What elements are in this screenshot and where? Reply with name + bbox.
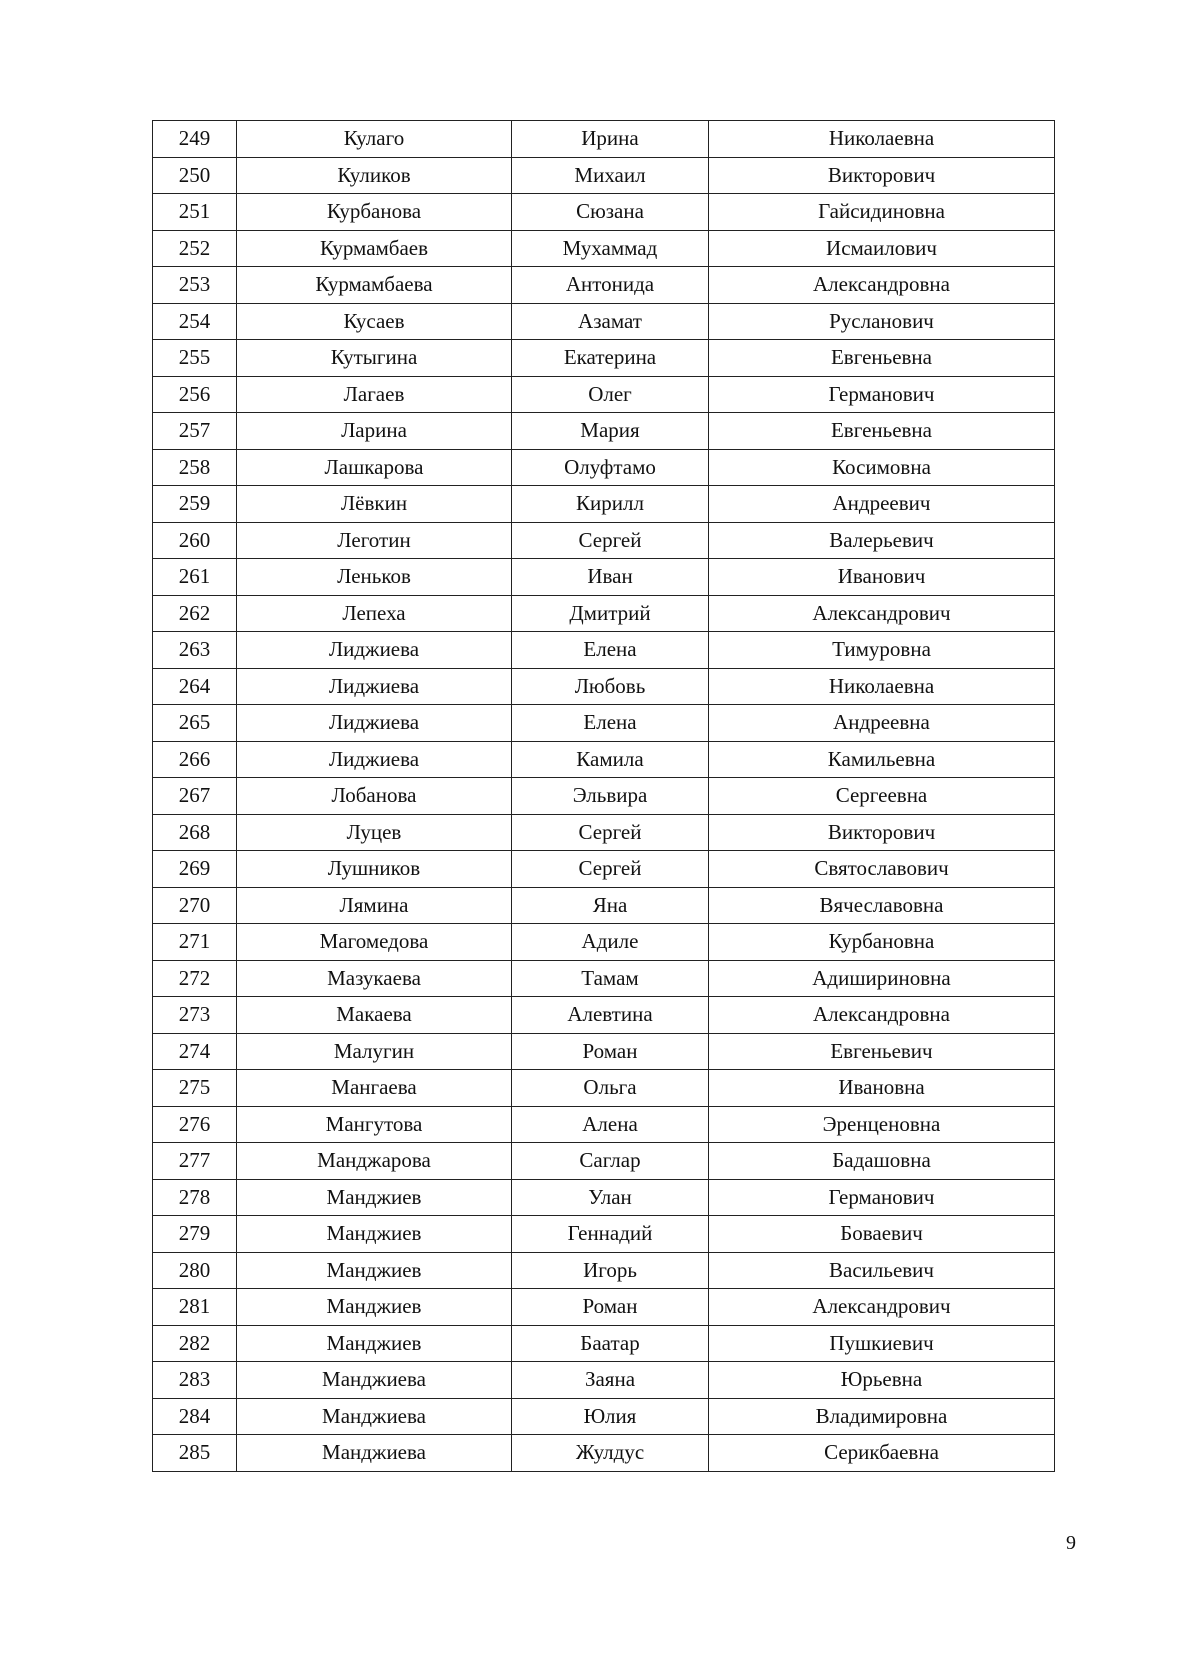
first-name-cell: Саглар: [512, 1143, 709, 1180]
first-name-cell: Мария: [512, 413, 709, 450]
row-number-cell: 281: [153, 1289, 237, 1326]
table-row: [153, 1033, 1055, 1070]
patronymic-cell: Евгеньевна: [709, 340, 1055, 377]
row-number-cell: 283: [153, 1362, 237, 1399]
last-name-cell: Малугин: [237, 1033, 512, 1070]
patronymic-cell: Германович: [709, 376, 1055, 413]
table-row: [153, 121, 1055, 158]
patronymic-cell: Александрович: [709, 595, 1055, 632]
row-number-cell: 262: [153, 595, 237, 632]
name-list-body: [153, 121, 1055, 1472]
table-row: [153, 340, 1055, 377]
first-name-cell: Сергей: [512, 522, 709, 559]
first-name-cell: Михаил: [512, 157, 709, 194]
row-number-cell: 274: [153, 1033, 237, 1070]
table-row: [153, 1179, 1055, 1216]
table-row: [153, 522, 1055, 559]
last-name-cell: Лиджиева: [237, 632, 512, 669]
patronymic-cell: Иванович: [709, 559, 1055, 596]
row-number-cell: 284: [153, 1398, 237, 1435]
first-name-cell: Юлия: [512, 1398, 709, 1435]
patronymic-cell: Русланович: [709, 303, 1055, 340]
last-name-cell: Мангутова: [237, 1106, 512, 1143]
patronymic-cell: Германович: [709, 1179, 1055, 1216]
patronymic-cell: Сергеевна: [709, 778, 1055, 815]
first-name-cell: Сергей: [512, 814, 709, 851]
patronymic-cell: Гайсидиновна: [709, 194, 1055, 231]
table-row: [153, 997, 1055, 1034]
patronymic-cell: Викторович: [709, 157, 1055, 194]
row-number-cell: 256: [153, 376, 237, 413]
first-name-cell: Алевтина: [512, 997, 709, 1034]
first-name-cell: Антонида: [512, 267, 709, 304]
table-row: [153, 960, 1055, 997]
row-number-cell: 253: [153, 267, 237, 304]
table-row: [153, 1289, 1055, 1326]
row-number-cell: 268: [153, 814, 237, 851]
first-name-cell: Ольга: [512, 1070, 709, 1107]
patronymic-cell: Викторович: [709, 814, 1055, 851]
last-name-cell: Леготин: [237, 522, 512, 559]
table-row: [153, 814, 1055, 851]
patronymic-cell: Александровна: [709, 267, 1055, 304]
patronymic-cell: Камильевна: [709, 741, 1055, 778]
first-name-cell: Мухаммад: [512, 230, 709, 267]
table-row: [153, 1252, 1055, 1289]
first-name-cell: Роман: [512, 1033, 709, 1070]
first-name-cell: Геннадий: [512, 1216, 709, 1253]
last-name-cell: Манджиева: [237, 1398, 512, 1435]
patronymic-cell: Вячеславовна: [709, 887, 1055, 924]
table-row: [153, 887, 1055, 924]
first-name-cell: Олуфтамо: [512, 449, 709, 486]
first-name-cell: Олег: [512, 376, 709, 413]
row-number-cell: 279: [153, 1216, 237, 1253]
page-number: 9: [1066, 1532, 1076, 1554]
first-name-cell: Адиле: [512, 924, 709, 961]
table-row: [153, 851, 1055, 888]
row-number-cell: 265: [153, 705, 237, 742]
patronymic-cell: Николаевна: [709, 668, 1055, 705]
last-name-cell: Лушников: [237, 851, 512, 888]
row-number-cell: 260: [153, 522, 237, 559]
last-name-cell: Магомедова: [237, 924, 512, 961]
first-name-cell: Роман: [512, 1289, 709, 1326]
first-name-cell: Яна: [512, 887, 709, 924]
row-number-cell: 258: [153, 449, 237, 486]
patronymic-cell: Андреевна: [709, 705, 1055, 742]
patronymic-cell: Валерьевич: [709, 522, 1055, 559]
first-name-cell: Тамам: [512, 960, 709, 997]
last-name-cell: Кусаев: [237, 303, 512, 340]
table-row: [153, 267, 1055, 304]
patronymic-cell: Александрович: [709, 1289, 1055, 1326]
patronymic-cell: Юрьевна: [709, 1362, 1055, 1399]
first-name-cell: Камила: [512, 741, 709, 778]
patronymic-cell: Александровна: [709, 997, 1055, 1034]
row-number-cell: 267: [153, 778, 237, 815]
row-number-cell: 249: [153, 121, 237, 158]
last-name-cell: Мазукаева: [237, 960, 512, 997]
last-name-cell: Куликов: [237, 157, 512, 194]
last-name-cell: Лиджиева: [237, 705, 512, 742]
last-name-cell: Лобанова: [237, 778, 512, 815]
patronymic-cell: Пушкиевич: [709, 1325, 1055, 1362]
row-number-cell: 275: [153, 1070, 237, 1107]
table-row: [153, 303, 1055, 340]
table-row: [153, 449, 1055, 486]
patronymic-cell: Владимировна: [709, 1398, 1055, 1435]
first-name-cell: Жулдус: [512, 1435, 709, 1472]
last-name-cell: Курмамбаева: [237, 267, 512, 304]
table-row: [153, 1435, 1055, 1472]
patronymic-cell: Серикбаевна: [709, 1435, 1055, 1472]
table-row: [153, 1106, 1055, 1143]
first-name-cell: Сюзана: [512, 194, 709, 231]
first-name-cell: Кирилл: [512, 486, 709, 523]
table-row: [153, 1325, 1055, 1362]
row-number-cell: 285: [153, 1435, 237, 1472]
last-name-cell: Макаева: [237, 997, 512, 1034]
last-name-cell: Манджиев: [237, 1289, 512, 1326]
patronymic-cell: Курбановна: [709, 924, 1055, 961]
table-row: [153, 413, 1055, 450]
last-name-cell: Луцев: [237, 814, 512, 851]
table-row: [153, 1398, 1055, 1435]
table-row: [153, 376, 1055, 413]
table-row: [153, 632, 1055, 669]
row-number-cell: 266: [153, 741, 237, 778]
last-name-cell: Лиджиева: [237, 668, 512, 705]
first-name-cell: Баатар: [512, 1325, 709, 1362]
first-name-cell: Азамат: [512, 303, 709, 340]
last-name-cell: Курбанова: [237, 194, 512, 231]
table-row: [153, 741, 1055, 778]
last-name-cell: Лиджиева: [237, 741, 512, 778]
row-number-cell: 278: [153, 1179, 237, 1216]
patronymic-cell: Тимуровна: [709, 632, 1055, 669]
last-name-cell: Манджиева: [237, 1435, 512, 1472]
row-number-cell: 277: [153, 1143, 237, 1180]
last-name-cell: Манджиев: [237, 1216, 512, 1253]
first-name-cell: Любовь: [512, 668, 709, 705]
table-row: [153, 157, 1055, 194]
row-number-cell: 276: [153, 1106, 237, 1143]
table-row: [153, 559, 1055, 596]
last-name-cell: Манджиева: [237, 1362, 512, 1399]
row-number-cell: 263: [153, 632, 237, 669]
patronymic-cell: Святославович: [709, 851, 1055, 888]
row-number-cell: 261: [153, 559, 237, 596]
last-name-cell: Лепеха: [237, 595, 512, 632]
patronymic-cell: Косимовна: [709, 449, 1055, 486]
patronymic-cell: Андреевич: [709, 486, 1055, 523]
row-number-cell: 271: [153, 924, 237, 961]
first-name-cell: Игорь: [512, 1252, 709, 1289]
first-name-cell: Дмитрий: [512, 595, 709, 632]
last-name-cell: Леньков: [237, 559, 512, 596]
row-number-cell: 273: [153, 997, 237, 1034]
last-name-cell: Манджиев: [237, 1179, 512, 1216]
last-name-cell: Мангаева: [237, 1070, 512, 1107]
row-number-cell: 269: [153, 851, 237, 888]
patronymic-cell: Боваевич: [709, 1216, 1055, 1253]
last-name-cell: Лямина: [237, 887, 512, 924]
last-name-cell: Курмамбаев: [237, 230, 512, 267]
row-number-cell: 280: [153, 1252, 237, 1289]
patronymic-cell: Васильевич: [709, 1252, 1055, 1289]
row-number-cell: 264: [153, 668, 237, 705]
row-number-cell: 282: [153, 1325, 237, 1362]
first-name-cell: Елена: [512, 705, 709, 742]
table-row: [153, 1070, 1055, 1107]
patronymic-cell: Ивановна: [709, 1070, 1055, 1107]
last-name-cell: Ларина: [237, 413, 512, 450]
last-name-cell: Кулаго: [237, 121, 512, 158]
first-name-cell: Заяна: [512, 1362, 709, 1399]
patronymic-cell: Эренценовна: [709, 1106, 1055, 1143]
row-number-cell: 272: [153, 960, 237, 997]
row-number-cell: 270: [153, 887, 237, 924]
first-name-cell: Иван: [512, 559, 709, 596]
table-row: [153, 1216, 1055, 1253]
table-row: [153, 924, 1055, 961]
table-row: [153, 705, 1055, 742]
patronymic-cell: Евгеньевич: [709, 1033, 1055, 1070]
last-name-cell: Манджиев: [237, 1325, 512, 1362]
first-name-cell: Екатерина: [512, 340, 709, 377]
patronymic-cell: Адишириновна: [709, 960, 1055, 997]
patronymic-cell: Николаевна: [709, 121, 1055, 158]
last-name-cell: Манджарова: [237, 1143, 512, 1180]
table-row: [153, 595, 1055, 632]
table-row: [153, 486, 1055, 523]
table-row: [153, 778, 1055, 815]
table-row: [153, 668, 1055, 705]
patronymic-cell: Бадашовна: [709, 1143, 1055, 1180]
row-number-cell: 255: [153, 340, 237, 377]
first-name-cell: Ирина: [512, 121, 709, 158]
patronymic-cell: Евгеньевна: [709, 413, 1055, 450]
last-name-cell: Лёвкин: [237, 486, 512, 523]
table-row: [153, 194, 1055, 231]
last-name-cell: Лагаев: [237, 376, 512, 413]
table-row: [153, 1362, 1055, 1399]
row-number-cell: 254: [153, 303, 237, 340]
last-name-cell: Кутыгина: [237, 340, 512, 377]
last-name-cell: Лашкарова: [237, 449, 512, 486]
row-number-cell: 259: [153, 486, 237, 523]
name-list-table: [152, 120, 1055, 1472]
table-row: [153, 230, 1055, 267]
first-name-cell: Елена: [512, 632, 709, 669]
first-name-cell: Алена: [512, 1106, 709, 1143]
patronymic-cell: Исмаилович: [709, 230, 1055, 267]
row-number-cell: 257: [153, 413, 237, 450]
first-name-cell: Эльвира: [512, 778, 709, 815]
first-name-cell: Сергей: [512, 851, 709, 888]
row-number-cell: 250: [153, 157, 237, 194]
row-number-cell: 252: [153, 230, 237, 267]
first-name-cell: Улан: [512, 1179, 709, 1216]
table-row: [153, 1143, 1055, 1180]
row-number-cell: 251: [153, 194, 237, 231]
last-name-cell: Манджиев: [237, 1252, 512, 1289]
